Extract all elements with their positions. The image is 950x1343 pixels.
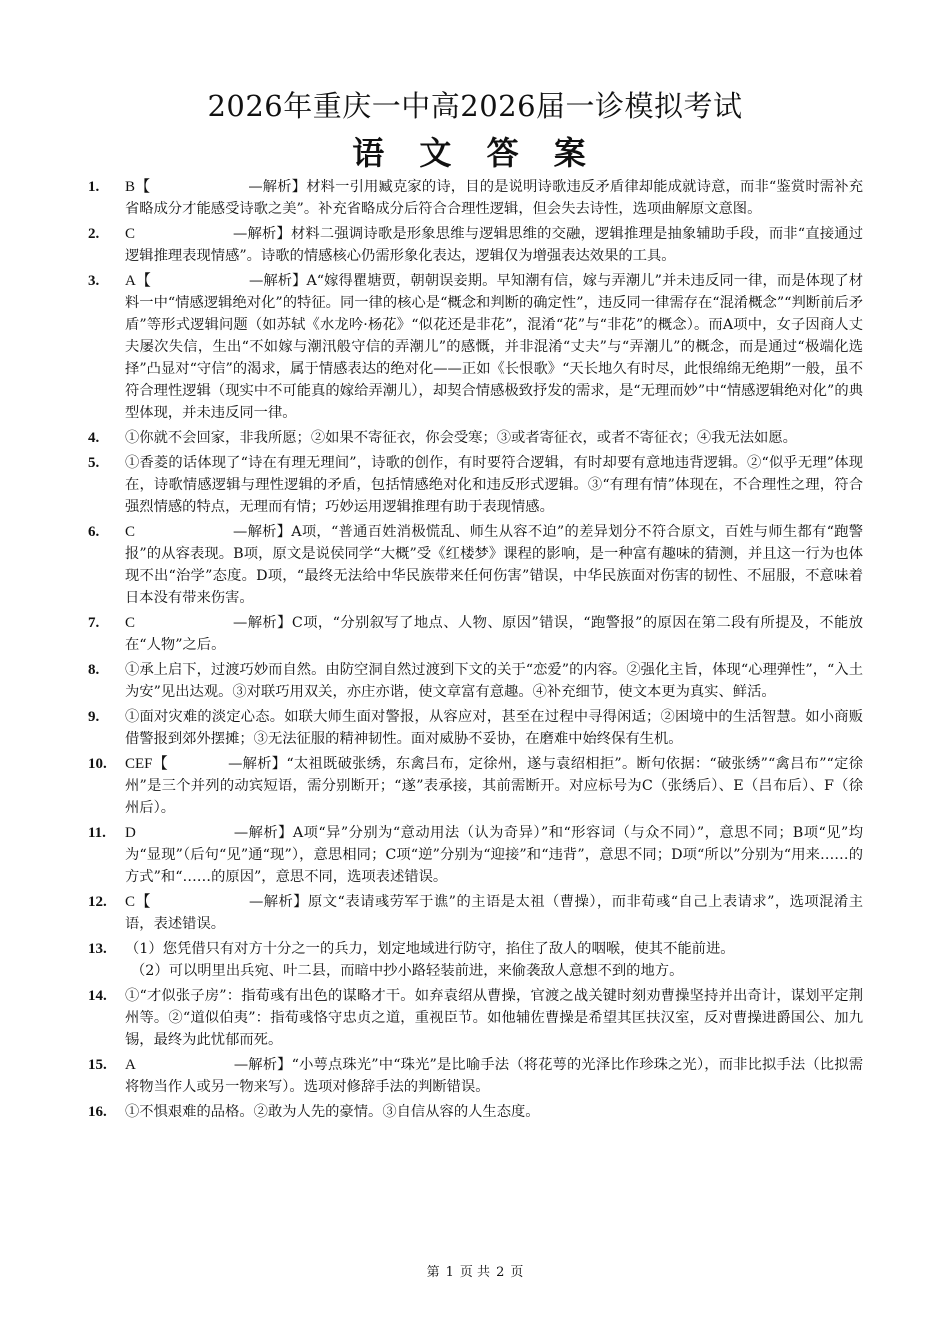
- answer-text: ①面对灾难的淡定心态。如联大师生面对警报，从容应对，甚至在过程中寻得闲适；②困境中的生活智慧。如小商贩借警报到郊外摆摊；③无法征服的精神韧性。面对威胁不妥协，在磨难中始终保有生机。: [125, 709, 863, 747]
- question-number: 1.: [88, 179, 100, 195]
- answer-item-6: [88, 521, 863, 609]
- page-title: 2026年重庆一中高2026届一诊模拟考试: [207, 89, 743, 123]
- answer-text-2: （2）可以明里出兵宛、叶二县，而暗中抄小路轻装前进，来偷袭敌人意想不到的地方。: [131, 963, 684, 979]
- page-footer: [0, 1264, 950, 1282]
- question-number: 5.: [88, 455, 100, 471]
- answer-choice: B【: [125, 179, 151, 195]
- answer-choice: CEF【: [125, 756, 169, 772]
- answer-text: ①香菱的话体现了“诗在有理无理间”，诗歌的创作，有时要符合逻辑，有时却要有意地违背逻辑。②“似乎无理”体现在，诗歌情感逻辑与理性逻辑的矛盾，包括情感绝对化和违反形式逻辑。③“有理有情”体现在，不合理性之理，符合强烈情感的特点，无理而有情；巧妙运用逻辑推理有助于表现情感。: [125, 455, 863, 515]
- answer-item-8: [88, 659, 863, 703]
- answer-text: A“嫁得瞿塘贾，朝朝误妾期。早知潮有信，嫁与弄潮儿”并未违反同一律，而是体现了材料一中“情感逻辑绝对化”的特征。同一律的核心是“概念和判断的确定性”，违反同一律需存在“混淆概念”“判断前后矛盾”等形式逻辑问题（如苏轼《水龙吟·杨花》“似花还是非花”，混淆“花”与“非花”的概念）。而A项中，女子因商人丈夫屡次失信，生出“不如嫁与潮汛般守信的弄潮儿”的感慨，并非混淆“丈夫”与“弄潮儿”的概念，而是通过“极端化选择”凸显对“守信”的渴求，属于情感表达的绝对化——正如《长恨歌》“天长地久有时尽，此恨绵绵无绝期”一般，虽不符合理性逻辑（现实中不可能真的嫁给弄潮儿），却契合情感极致抒发的需求，是“无理而妙”中“情感逻辑绝对化”的典型体现，并未违反同一律。: [125, 273, 863, 421]
- answer-item-15: [88, 1054, 863, 1098]
- question-number: 13.: [88, 941, 107, 957]
- analysis-tag: —解析】: [233, 615, 292, 631]
- question-number: 16.: [88, 1104, 107, 1120]
- answer-text: “太祖既破张绣，东禽吕布，定徐州，遂与袁绍相拒”。断句依据：“破张绣”“禽吕布”“定徐州”是三个并列的动宾短语，需分别断开；“遂”表承接，其前需断开。对应标号为C（张绣后）、E（吕布后）、F（徐州后）。: [125, 756, 864, 816]
- answer-item-7: [88, 612, 863, 656]
- page-label-prefix: 第: [426, 1265, 440, 1280]
- analysis-tag: —解析】: [233, 524, 292, 540]
- answer-item-13: [88, 938, 863, 982]
- answer-text: 材料二强调诗歌是形象思维与逻辑思维的交融，逻辑推理是抽象辅助手段，而非“直接通过逻辑推理表现情感”。诗歌的情感核心仍需形象化表达，逻辑仅为增强表达效果的工具。: [125, 226, 864, 264]
- question-number: 14.: [88, 988, 107, 1004]
- question-number: 12.: [88, 894, 107, 910]
- answer-choice: A【: [125, 273, 151, 289]
- answer-text: A项，“普通百姓消极慌乱、师生从容不迫”的差异划分不符合原文，百姓与师生都有“跑警报”的从容表现。B项，原文是说侯同学“大概”受《红楼梦》课程的影响，是一种富有趣味的猜测，并且这一行为也体现不出“治学”态度。D项，“最终无法给中华民族带来任何伤害”错误，中华民族面对伤害的韧性、不屈服，不意味着日本没有带来伤害。: [125, 524, 864, 606]
- answer-text: ①“才似张子房”：指荀彧有出色的谋略才干。如弃袁绍从曹操，官渡之战关键时刻劝曹操坚持并出奇计，谋划平定荆州等。②“道似伯夷”：指荀彧恪守忠贞之道，重视臣节。如他辅佐曹操是希望其匡扶汉室，反对曹操进爵国公、加九锡，最终为此忧郁而死。: [125, 988, 863, 1048]
- answer-text: 原文“表请彧劳军于谯”的主语是太祖（曹操），而非荀彧“自己上表请求”，选项混淆主语，表述错误。: [125, 894, 863, 932]
- analysis-tag: —解析】: [248, 179, 307, 195]
- answer-text: “小萼点珠光”中“珠光”是比喻手法（将花萼的光泽比作珍珠之光），而非比拟手法（比拟需将物当作人或另一物来写）。选项对修辞手法的判断错误。: [125, 1057, 863, 1095]
- answer-list: [88, 176, 863, 1126]
- answer-choice: C: [125, 524, 136, 540]
- page-label-middle: 页 共: [459, 1265, 491, 1280]
- answer-item-4: [88, 427, 863, 449]
- question-number: 8.: [88, 662, 100, 678]
- answer-choice: A: [125, 1057, 136, 1073]
- answer-text: ①承上启下，过渡巧妙而自然。由防空洞自然过渡到下文的关于“恋爱”的内容。②强化主旨，体现“心理弹性”，“入土为安”见出达观。③对联巧用双关，亦庄亦谐，使文章富有意趣。④补充细节，使文本更为真实、鲜活。: [125, 662, 863, 700]
- answer-choice: C: [125, 226, 136, 242]
- analysis-tag: —解析】: [233, 226, 291, 242]
- answer-text: 材料一引用臧克家的诗，目的是说明诗歌违反矛盾律却能成就诗意，而非“鉴赏时需补充省略成分才能感受诗歌之美”。补充省略成分后符合合理性逻辑，但会失去诗性，选项曲解原文意图。: [125, 179, 863, 217]
- analysis-tag: —解析】: [228, 756, 287, 772]
- page-current: 1: [445, 1265, 454, 1280]
- question-number: 3.: [88, 273, 100, 289]
- answer-item-1: [88, 176, 863, 220]
- answer-item-2: [88, 223, 863, 267]
- answer-text: ①你就不会回家，非我所愿；②如果不寄征衣，你会受寒；③或者寄征衣，或者不寄征衣；④我无法如愿。: [125, 430, 797, 446]
- analysis-tag: —解析】: [248, 894, 309, 910]
- answer-item-9: [88, 706, 863, 750]
- question-number: 10.: [88, 756, 107, 772]
- answer-choice: D: [125, 825, 136, 841]
- question-number: 6.: [88, 524, 100, 540]
- question-number: 15.: [88, 1057, 107, 1073]
- answer-item-12: [88, 891, 863, 935]
- answer-text: C项，“分别叙写了地点、人物、原因”错误，“跑警报”的原因在第二段有所提及，不能放在“人物”之后。: [125, 615, 864, 653]
- page-label-suffix: 页: [510, 1265, 524, 1280]
- answer-item-10: [88, 753, 863, 819]
- question-number: 11.: [88, 825, 106, 841]
- answer-choice: C【: [125, 894, 151, 910]
- question-number: 4.: [88, 430, 100, 446]
- answer-choice: C: [125, 615, 136, 631]
- analysis-tag: —解析】: [248, 273, 307, 289]
- question-number: 9.: [88, 709, 100, 725]
- answer-text: ①不惧艰难的品格。②敢为人先的豪情。③自信从容的人生态度。: [125, 1104, 540, 1120]
- analysis-tag: —解析】: [233, 825, 293, 841]
- answer-item-11: [88, 822, 863, 888]
- analysis-tag: —解析】: [233, 1057, 292, 1073]
- page-subtitle: 语 文 答 案: [352, 134, 598, 172]
- answer-item-3: [88, 270, 863, 424]
- page-total: 2: [496, 1265, 505, 1280]
- answer-item-5: [88, 452, 863, 518]
- answer-text: A项“异”分别为“意动用法（认为奇异）”和“形容词（与众不同）”，意思不同；B项“见”均为“显现”（后句“见”通“现”），意思相同；C项“逆”分别为“迎接”和“违背”，意思不同；D项“所以”分别为“用来……的方式”和“……的原因”，意思不同，选项表述错误。: [125, 825, 864, 885]
- answer-text: （1）您凭借只有对方十分之一的兵力，划定地域进行防守，掐住了敌人的咽喉，使其不能前进。: [125, 941, 735, 957]
- question-number: 7.: [88, 615, 100, 631]
- answer-item-14: [88, 985, 863, 1051]
- answer-item-16: [88, 1101, 863, 1123]
- question-number: 2.: [88, 226, 100, 242]
